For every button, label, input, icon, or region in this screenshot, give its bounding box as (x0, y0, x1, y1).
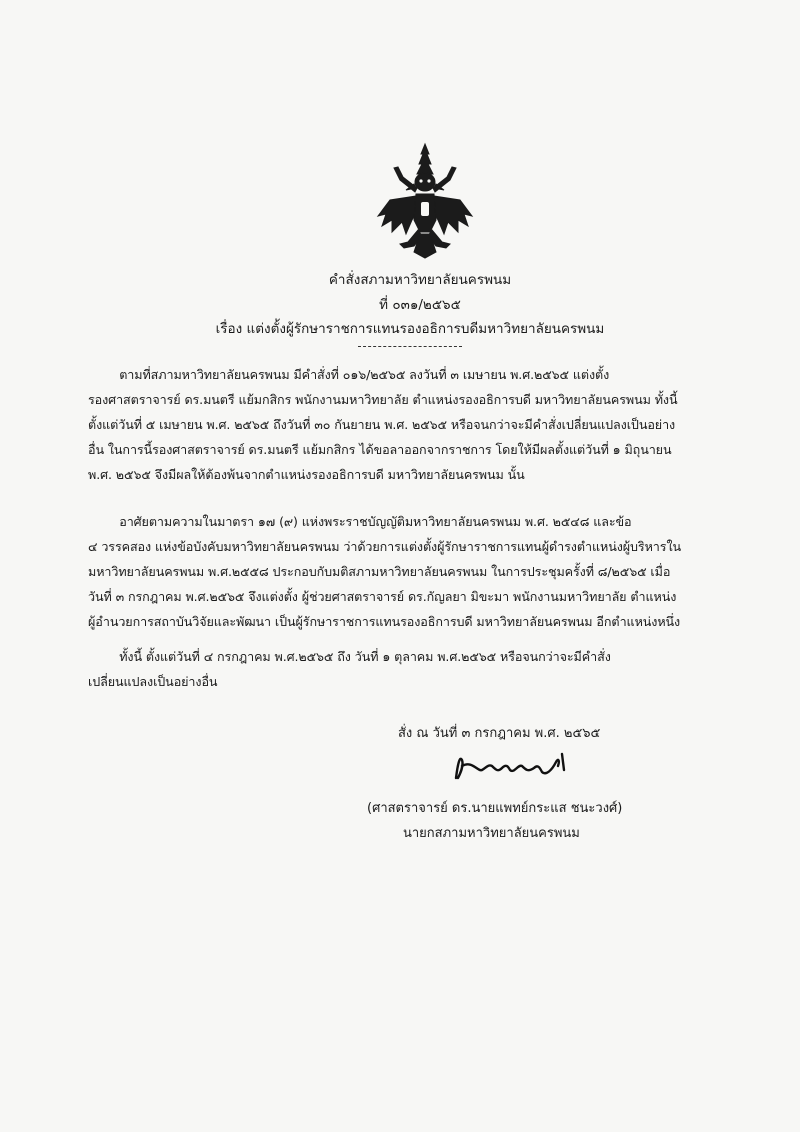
signing-date: สั่ง ณ วันที่ ๓ กรกฎาคม พ.ศ. ๒๕๖๕ (398, 726, 601, 741)
garuda-emblem-icon (370, 140, 480, 262)
order-number: ที่ ๐๓๑/๒๕๖๕ (379, 297, 461, 313)
paragraph-2-line-5: ผู้อำนวยการสถาบันวิจัยและพัฒนา เป็นผู้รักษาราชการแทนรองอธิการบดี มหาวิทยาลัยนครพนม อีกตำแหน่งหนึ่ง (88, 614, 681, 629)
paragraph-2-line-2: ๔ วรรคสอง แห่งข้อบังคับมหาวิทยาลัยนครพนม ว่าด้วยการแต่งตั้งผู้รักษาราชการแทนผู้ดำรงตำแหน่งผู้บริหารใน (88, 539, 681, 554)
paragraph-1-line-1: ตามที่สภามหาวิทยาลัยนครพนม มีคำสั่งที่ ๐๑๖/๒๕๖๕ ลงวันที่ ๓ เมษายน พ.ศ.๒๕๖๕ แต่งตั้ง (88, 367, 610, 382)
signer-position: นายกสภามหาวิทยาลัยนครพนม (403, 826, 580, 841)
paragraph-1-line-5: พ.ศ. ๒๕๖๕ จึงมีผลให้ต้องพ้นจากตำแหน่งรองอธิการบดี มหาวิทยาลัยนครพนม นั้น (88, 467, 525, 482)
paragraph-3-line-2: เปลี่ยนแปลงเป็นอย่างอื่น (88, 674, 218, 689)
paragraph-2-line-1: อาศัยตามความในมาตรา ๑๗ (๙) แห่งพระราชบัญญัติมหาวิทยาลัยนครพนม พ.ศ. ๒๕๔๘ และข้อ (88, 514, 632, 529)
paragraph-2-line-3: มหาวิทยาลัยนครพนม พ.ศ.๒๕๕๘ ประกอบกับมติสภามหาวิทยาลัยนครพนม ในการประชุมครั้งที่ ๘/๒๕๖๕ เมื่อ (88, 564, 671, 579)
signer-name: (ศาสตราจารย์ ดร.นายแพทย์กระแส ชนะวงศ์) (367, 801, 623, 816)
paragraph-2-line-4: วันที่ ๓ กรกฎาคม พ.ศ.๒๕๖๕ จึงแต่งตั้ง ผู้ช่วยศาสตราจารย์ ดร.กัญลยา มิขะมา พนักงานมหาวิทยาลัย ตำแหน่ง (88, 589, 677, 604)
order-title: คำสั่งสภามหาวิทยาลัยนครพนม (328, 272, 512, 288)
handwritten-signature (452, 748, 572, 790)
paragraph-3-line-1: ทั้งนี้ ตั้งแต่วันที่ ๔ กรกฎาคม พ.ศ.๒๕๖๕ ถึง วันที่ ๑ ตุลาคม พ.ศ.๒๕๖๕ หรือจนกว่าจะมีคำสั่ง (88, 649, 611, 664)
header-divider (358, 346, 462, 347)
paragraph-1-line-4: อื่น ในการนี้รองศาสตราจารย์ ดร.มนตรี แย้มกสิกร ได้ขอลาออกจากราชการ โดยให้มีผลตั้งแต่วันที่ ๑ มิถุนายน (88, 442, 672, 457)
paragraph-1-line-3: ตั้งแต่วันที่ ๕ เมษายน พ.ศ. ๒๕๖๕ ถึงวันที่ ๓๐ กันยายน พ.ศ. ๒๕๖๕ หรือจนกว่าจะมีคำสั่งเปลี่ยนแปลงเป็นอย่าง (88, 417, 676, 432)
order-subject: เรื่อง แต่งตั้งผู้รักษาราชการแทนรองอธิการบดีมหาวิทยาลัยนครพนม (215, 321, 605, 337)
paragraph-1-line-2: รองศาสตราจารย์ ดร.มนตรี แย้มกสิกร พนักงานมหาวิทยาลัย ตำแหน่งรองอธิการบดี มหาวิทยาลัยนครพนม ทั้งนี้ (88, 392, 678, 407)
